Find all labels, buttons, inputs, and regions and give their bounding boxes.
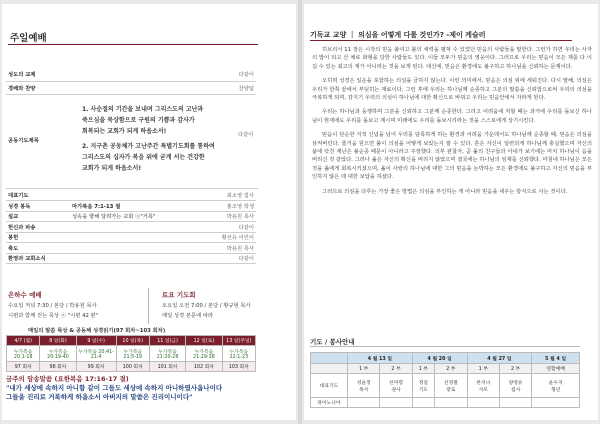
duty-service: 1 부 xyxy=(467,364,499,374)
duty-title: 기도 / 봉사안내 xyxy=(310,338,355,346)
memory-verse-title: 금주의 암송말씀 (요한복음 17:16-17 절) xyxy=(6,375,129,383)
order-who: 박용원 목사 xyxy=(201,211,256,222)
order-row xyxy=(6,201,256,212)
duty-person xyxy=(499,374,531,398)
daily-text: 누가복음 20:41-21:4 xyxy=(76,346,116,362)
daily-round: 102 회차 xyxy=(186,362,222,372)
order-who: 황선유 어린이 xyxy=(201,232,256,243)
daily-day: 10 일(목) xyxy=(116,336,149,346)
duty-service: 2 부 xyxy=(380,364,412,374)
duty-role: 목사 xyxy=(359,387,369,393)
duty-name: 정길 xyxy=(418,380,429,386)
daily-reading-table xyxy=(6,335,256,372)
order-label: 성도의 교제 xyxy=(6,68,70,81)
duty-extra-row xyxy=(311,398,580,408)
order-mid: 성속을 향해 달려가는 교회 ⓢ"거룩" xyxy=(70,211,201,222)
article-paragraph: 오히려 성경은 일운을 포함하는 의심을 금하지 않는다. 이런 의미에서, 믿음은 의심 위에 세워진다. 다시 말해, 의심은 우리가 한쪽 끝에서 부딪히는 재료이다. 그런 후에 우리는 하나님께 순종하고 그분의 말씀을 신뢰함으로써 우리의 의심을 극복하게 되며, 감지기 우리의 의심이 하나님에 대한 확신으로 바뀌고 우리는 믿음안에서 자라게 된다. xyxy=(312,78,592,102)
article-body xyxy=(312,46,592,202)
duty-cell xyxy=(532,398,580,408)
prayer-topics xyxy=(82,104,215,174)
order-row xyxy=(6,243,256,254)
duty-service-row xyxy=(311,364,580,374)
daily-round-row xyxy=(7,362,256,372)
right-page xyxy=(304,4,598,420)
duty-role: 기도 xyxy=(418,387,429,393)
duty-person xyxy=(412,374,434,398)
duty-person xyxy=(467,374,499,398)
duty-corner xyxy=(311,353,348,364)
order-label: 환영과 교회소식 xyxy=(6,253,70,264)
memory-verse xyxy=(6,384,276,402)
daily-round: 98 회차 xyxy=(40,362,76,372)
duty-role: 장로 xyxy=(446,387,456,393)
sat-prayer-time: 토요일 오전 7:00 / 본당 / 황규현 목사 xyxy=(162,303,251,309)
prayer-divider xyxy=(6,188,258,189)
article-paragraph: 우리는 하나님과 동행하며 그분을 신뢰하고 그분께 순종한다. 그리고 어려움에 처할 때는 과거에 우리를 돌보신 하나님이 현재에도 우리를 돌보고 계시며 미래에도 우리를 돌보시리라는 것을 스스로에게 상기시킨다. xyxy=(312,109,592,124)
daily-day: 8 일(화) xyxy=(40,336,76,346)
duty-role: 형년 xyxy=(550,387,561,393)
order-mid xyxy=(70,253,201,264)
prayer-who: 다같이 xyxy=(238,132,254,138)
duty-name: 신미령 xyxy=(389,380,403,386)
duty-cell xyxy=(412,398,434,408)
duty-blank xyxy=(311,364,348,374)
daily-reading-title: 매일의 말씀 묵상 & 공동체 성경읽기(97 회차~103 회차) xyxy=(28,328,166,334)
duty-week: 4 월 27 일 xyxy=(467,353,532,364)
order-label: 축도 xyxy=(6,243,70,254)
daily-day: 11 일(금) xyxy=(149,336,185,346)
duty-role: 사모 xyxy=(478,387,488,393)
article-paragraph: 그러므로 의심을 다루는 가장 좋은 방법은 의심을 부인하는 게 아니라 믿음을 세우는 방식으로 사는 것이다. xyxy=(322,188,568,195)
duty-service: 1 부 xyxy=(348,364,380,374)
order-label: 봉헌 xyxy=(6,232,70,243)
top-order-table xyxy=(6,68,256,95)
duty-cell xyxy=(380,398,412,408)
prayer-line: 1. 사순절의 기간을 보내며 그리스도의 고난과 xyxy=(82,106,204,113)
duty-person xyxy=(435,374,468,398)
order-row xyxy=(6,253,256,264)
duty-person xyxy=(348,374,380,398)
order-mid xyxy=(70,243,201,254)
duty-name: 신영철 xyxy=(443,380,458,386)
order-row xyxy=(6,190,256,201)
order-who: 최소영 집사 xyxy=(201,190,256,201)
order-who: 홍조영 학생 xyxy=(201,201,256,212)
order-row xyxy=(6,222,256,233)
left-page xyxy=(2,4,296,420)
order-label: 설교 xyxy=(6,211,70,222)
order-row xyxy=(6,211,256,222)
prayer-label: 공동기도제목 xyxy=(8,138,39,144)
order-who: 박용원 목사 xyxy=(201,243,256,254)
duty-role: 집사 xyxy=(510,387,521,393)
article-paragraph: 믿음이 단순한 지적 신념을 넘어 우리를 담록하게 하는 환경과 어려움 가운데서도 하나님께 순종할 때, 믿음은 의심을 삼켜버린다. 즐거움 원으면 붙이 의심을 어떻게 보았는지 잘 수 있다. 흔은 자신이 일련되게 하나님께 충실했으며 자신의 삶에 닥친 재난은 불순종 때문이 아니라고 주장했다. 의부 관찰자, 곧 옮의 친구들과 아내가 보기에는 마치 하나님이 음을 버리신 것 같았다. 그러나 옮은 자신의 확신을 버리지 않았으며 결국에는 하나님의 임재를 신뢰했다. 마침내 하나님은 모든 것을 옮에게 회복시키셨으며, 옮이 사랑의 하나님에 대한 그의 믿음을 논박하는 모든 환경에도 불구하고 자신의 믿음을 부인하지 않은 데 대한 보답을 하셨다. xyxy=(312,132,592,181)
daily-text: 누가복음 21:29-38 xyxy=(186,346,222,362)
wed-service-time: 수요일 저녁 7:30 / 본당 / 박용원 목사 xyxy=(8,303,97,309)
duty-role: 권사 xyxy=(391,387,401,393)
duty-person xyxy=(380,374,412,398)
duty-row-label: 대표기도 xyxy=(311,374,348,398)
duty-prayer-row xyxy=(311,374,580,398)
article-paragraph: 히브리서 11 장은 시작의 믿음 붙여고 붙의 세력을 펼쳐 수 있었던 믿음의 사람들을 말한다. 그런가 하면 우리는 사자의 밥이 되고 산 채로 화형을 당한 사람들도 있다. 이들 모두가 믿음의 영웅이다. 그러므로 우리는 믿음이 모든 재를 다 이길 수 있는 최고의 재가 아니라는 것을 보게 된다. 대신에, 믿음은 환경에도 불구하고 하나님을 신뢰하는 문제이다. xyxy=(312,47,592,70)
wed-service-topic: 시편과 함께 걷는 묵상 ⓢ "시편 42 편" xyxy=(8,313,99,319)
order-mid xyxy=(70,222,201,233)
duty-service: 2 부 xyxy=(435,364,468,374)
daily-round: 103 회차 xyxy=(222,362,255,372)
duty-cell xyxy=(467,398,499,408)
duty-name: 성윤정 xyxy=(356,380,371,386)
daily-day: 9 일(수) xyxy=(76,336,116,346)
order-mid: 마가복음 7:1-13 절 xyxy=(70,201,201,212)
order-label: 성경 봉독 xyxy=(6,201,70,212)
duty-cell xyxy=(348,398,380,408)
daily-day: 12 일(토) xyxy=(186,336,222,346)
daily-round: 101 회차 xyxy=(149,362,185,372)
daily-round: 97 회차 xyxy=(7,362,40,372)
duty-cell xyxy=(435,398,468,408)
duty-person xyxy=(532,374,580,398)
wed-service-title: 은하수 예배 xyxy=(8,291,42,299)
duty-name: 한지나 xyxy=(476,380,491,386)
prayer-line: 2. 지구촌 공동체가 고난주간 특별기도회를 통하여 xyxy=(82,143,215,150)
prayer-line: 그리스도의 십자가 복음 위에 굳게 서는 건강한 xyxy=(82,154,205,161)
article-rule xyxy=(310,40,572,41)
duty-week-row xyxy=(311,353,580,364)
duty-name: 양영유 xyxy=(508,380,523,386)
page-fold xyxy=(298,0,302,424)
daily-day: 13 일(주일) xyxy=(222,336,255,346)
order-who: 다같이 xyxy=(201,253,256,264)
order-label: 헌신과 파송 xyxy=(6,222,70,233)
sat-prayer-title: 토요 기도회 xyxy=(162,291,196,299)
worship-title: 주일예배 xyxy=(10,33,47,44)
daily-text: 누가복음 21:20-28 xyxy=(149,346,185,362)
article-title: 기독교 교양 ｜ 의심을 어떻게 다룰 것인가? -제이 케슬러 xyxy=(310,31,486,39)
order-row xyxy=(6,232,256,243)
memory-verse-line: "내가 세상에 속하지 아니함 같이 그들도 세상에 속하지 아니하였사옵나이다 xyxy=(6,384,223,392)
sat-prayer-topic: 매일 성경 본문에 따라 xyxy=(162,313,214,319)
duty-week: 4 월 13 일 xyxy=(348,353,413,364)
daily-day: 4/7 (월) xyxy=(7,336,40,346)
order-table xyxy=(6,190,256,264)
order-mid xyxy=(70,190,201,201)
duty-week: 5 월 4 일 xyxy=(532,353,580,364)
daily-round: 100 회차 xyxy=(116,362,149,372)
title-rule xyxy=(8,44,258,45)
daily-text: 누가복음 20:19-40 xyxy=(40,346,76,362)
order-row xyxy=(6,68,256,81)
prayer-line: 회복되는 교회가 되게 하옵소서! xyxy=(82,128,167,135)
order-label: 대표기도 xyxy=(6,190,70,201)
prayer-line: 죽으심을 묵상함으로 구원의 기쁨과 감사가 xyxy=(82,117,195,124)
order-who: 찬양팀 xyxy=(70,81,256,94)
duty-week: 4 월 20 일 xyxy=(412,353,467,364)
duty-service: 2 부 xyxy=(499,364,531,374)
daily-text: 누가복음 22:1-23 xyxy=(222,346,255,362)
order-label: 경배와 찬양 xyxy=(6,81,70,94)
duty-extra-label: 파이노니아 xyxy=(311,398,348,408)
order-row xyxy=(6,81,256,94)
duty-name: 윤수지 xyxy=(548,380,563,386)
daily-round: 99 회차 xyxy=(76,362,116,372)
duty-service: 연합예배 xyxy=(532,364,580,374)
service-divider xyxy=(148,288,149,324)
memory-verse-line: 그들을 진리로 거룩하게 하옵소서 아버지의 말씀은 진리이니이다" xyxy=(6,393,193,401)
daily-header-row xyxy=(7,336,256,346)
order-mid xyxy=(70,232,201,243)
duty-cell xyxy=(499,398,531,408)
order-who: 다같이 xyxy=(70,68,256,81)
duty-service: 1 부 xyxy=(412,364,434,374)
duty-rule xyxy=(310,346,580,347)
duty-table xyxy=(310,352,580,408)
daily-text: 누가복음 20:1-18 xyxy=(7,346,40,362)
daily-text: 누가복음 21:5-19 xyxy=(116,346,149,362)
daily-text-row xyxy=(7,346,256,362)
order-who: 다같이 xyxy=(201,222,256,233)
prayer-line: 교회가 되게 하옵소서! xyxy=(82,165,142,172)
